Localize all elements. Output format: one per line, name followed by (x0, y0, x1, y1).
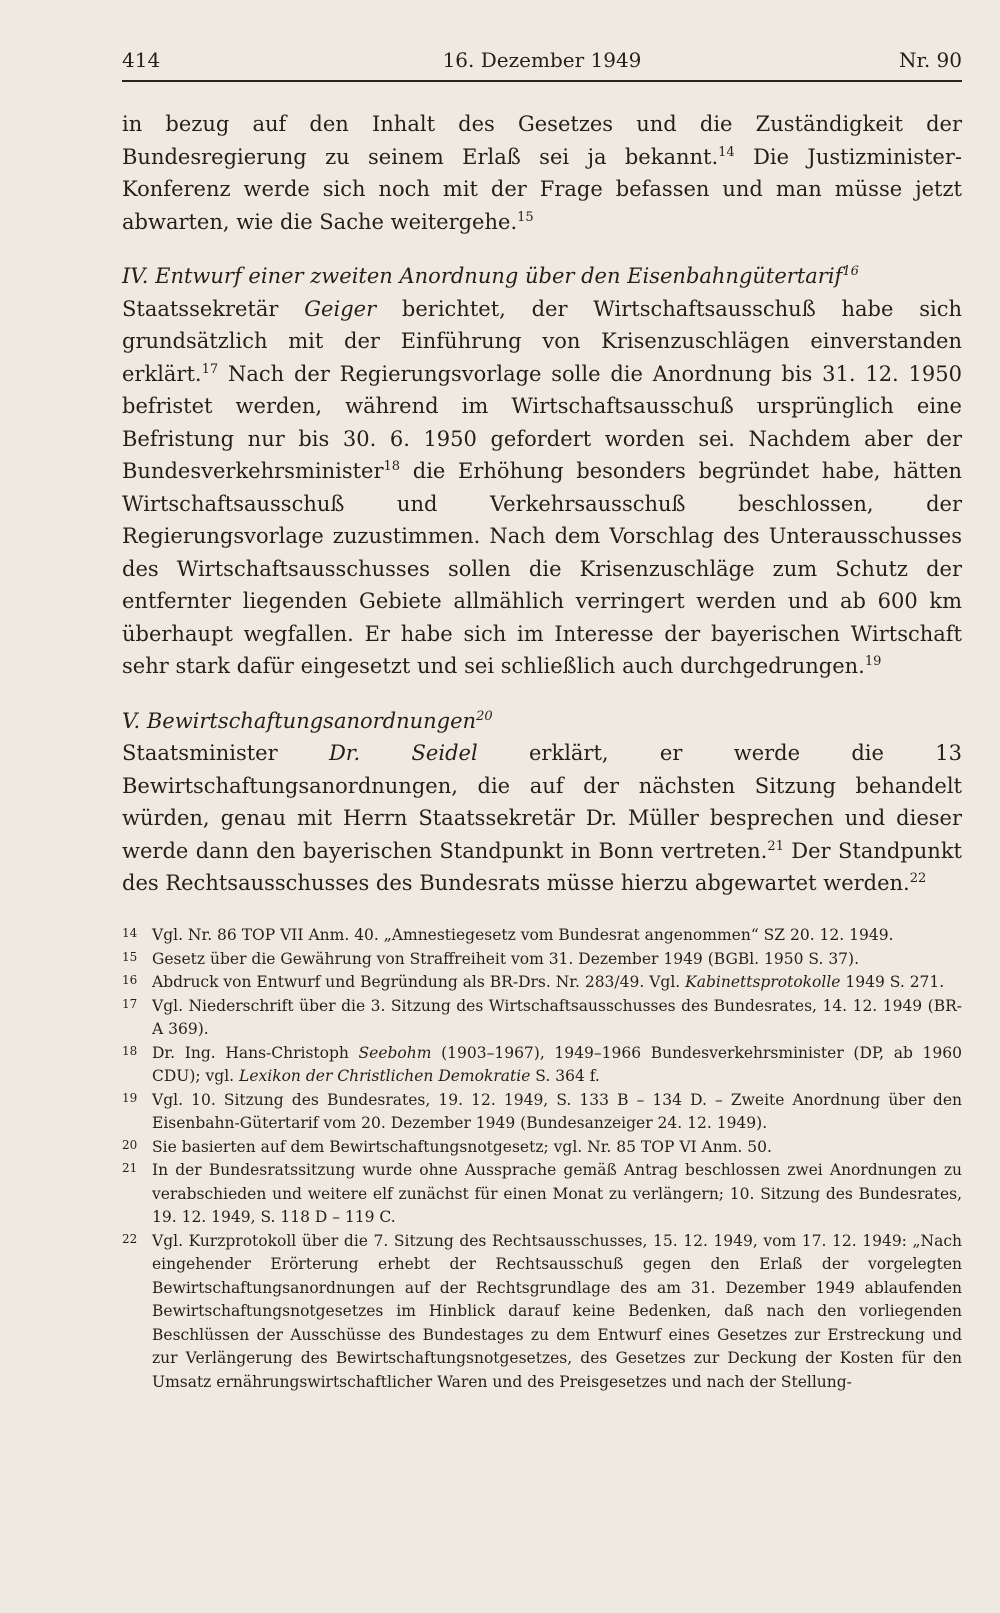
text: in bezug auf den Inhalt des Gesetzes und die Zuständigkeit der Bundesregierung zu seinem Erlaß sei ja bekannt. (122, 112, 962, 169)
text: Die Justizminister-Konferenz werde sich noch mit der Frage befassen und man müsse jetzt abwarten, wie die Sache weitergehe. (122, 144, 962, 234)
footnote-text: Gesetz über die Gewährung von Straffreiheit vom 31. Dezember 1949 (BGBl. 1950 S. 37). (152, 949, 860, 968)
page-number: 414 (122, 48, 161, 72)
text: (1903–1967), 1949–1966 Bundesverkehrsminister (DP, ab 1960 CDU); vgl. (152, 1043, 963, 1085)
text: Staatssekretär (122, 296, 305, 321)
footnote-ref: 14 (718, 144, 735, 160)
footnotes (122, 924, 962, 1394)
paragraph-intro (122, 108, 962, 238)
footnote-number: 15 (122, 949, 138, 964)
footnote-text: Vgl. Nr. 86 TOP VII Anm. 40. „Amnestiegesetz vom Bundesrat angenommen“ SZ 20. 12. 1949. (152, 926, 894, 944)
header-rule (122, 80, 962, 82)
book-title: Lexikon der Christlichen Demokratie (239, 1067, 531, 1085)
footnote-text: Vgl. Niederschrift über die 3. Sitzung des Wirtschaftsausschusses des Bundesrates, 14. 12. 1949 (BR-A 369). (152, 996, 962, 1038)
header-issue-number: Nr. 90 (898, 48, 962, 72)
section-title-iv (122, 260, 962, 293)
footnote-ref: 22 (909, 870, 927, 886)
person-name: Geiger (304, 296, 377, 321)
text: berichtet, der Wirtschaftsausschuß habe sich grundsätzlich mit der Einführung von Krisenzuschlägen einverstanden erklärt. (122, 296, 963, 386)
footnote-ref: 17 (201, 361, 219, 377)
footnote-19 (122, 1089, 962, 1136)
footnote-number: 16 (122, 973, 138, 987)
header-date: 16. Dezember 1949 (442, 48, 642, 72)
text: S. 364 f. (530, 1067, 600, 1085)
footnote-ref: 19 (864, 653, 882, 669)
section-title-text: IV. Entwurf einer zweiten Anordnung über den Eisenbahngütertarif (122, 264, 843, 288)
text: Der Standpunkt des Rechtsausschusses des Bundesrats müsse hierzu abgewartet werden. (122, 838, 962, 895)
footnote-number: 18 (122, 1043, 138, 1058)
person-name: Seebohm (358, 1043, 432, 1062)
section-title-v (122, 705, 962, 738)
footnote-16 (122, 971, 962, 995)
footnote-number: 19 (122, 1090, 138, 1105)
footnote-number: 14 (122, 926, 138, 940)
footnote-text: Vgl. 10. Sitzung des Bundesrates, 19. 12. 1949, S. 133 B – 134 D. – Zweite Anordnung über den Eisenbahn-Gütertarif vom 20. Dezember 1949 (Bundesanzeiger 24. 12. 1949). (152, 1090, 962, 1132)
footnote-17 (122, 995, 962, 1042)
section-title-text: V. Bewirtschaftungsanordnungen (122, 708, 477, 733)
footnote-14 (122, 924, 962, 948)
footnote-number: 22 (122, 1231, 138, 1246)
footnote-text (152, 971, 962, 995)
text: Dr. Ing. Hans-Christoph (152, 1043, 359, 1062)
text: 1949 S. 271. (840, 973, 945, 991)
page-header (122, 48, 962, 84)
person-name: Dr. Seidel (328, 741, 478, 765)
text: Abdruck von Entwurf und Begründung als BR-Drs. Nr. 283/49. Vgl. (152, 973, 686, 991)
footnote-ref: 15 (517, 209, 534, 225)
footnote-ref: 18 (383, 458, 401, 474)
paragraph-section-v (122, 737, 962, 900)
text: die Erhöhung besonders begründet habe, hätten Wirtschaftsausschuß und Verkehrsausschuß beschlossen, der Regierungsvorlage zuzustimmen. Nach dem Vorschlag des Unterausschusses des Wirtschaftsausschusses sollen die Krisenzuschläge zum Schutz der entfernter liegenden Gebiete allmählich verringert werden und ab 600 km überhaupt wegfallen. Er habe sich im Interesse der bayerischen Wirtschaft sehr stark dafür eingesetzt und sei schließlich auch durchgedrungen. (122, 459, 962, 678)
main-text (122, 108, 962, 900)
footnote-15 (122, 948, 962, 972)
footnote-text (152, 1042, 962, 1089)
footnote-ref: 16 (842, 263, 859, 279)
text: Staatsminister (122, 741, 329, 765)
footnote-ref: 20 (476, 708, 493, 724)
footnote-number: 17 (122, 996, 138, 1011)
paragraph-section-iv (122, 293, 962, 683)
footnote-number: 20 (122, 1137, 138, 1152)
text: erklärt, er werde die 13 Bewirtschaftungsanordnungen, die auf der nächsten Sitzung behandelt würden, genau mit Herrn Staatssekretär Dr. Müller besprechen und dieser werde dann den bayerischen Standpunkt in Bonn vertreten. (122, 741, 962, 863)
text: Nach der Regierungsvorlage solle die Anordnung bis 31. 12. 1950 befristet werden, während im Wirtschaftsausschuß ursprünglich eine Befristung nur bis 30. 6. 1950 gefordert worden sei. Nachdem aber der Bundesverkehrsminister (122, 361, 962, 483)
footnote-text: Sie basierten auf dem Bewirtschaftungsnotgesetz; vgl. Nr. 85 TOP VI Anm. 50. (152, 1137, 772, 1156)
footnote-21 (122, 1159, 962, 1230)
footnote-20 (122, 1136, 962, 1160)
footnote-number: 21 (122, 1161, 138, 1175)
footnote-ref: 21 (767, 838, 784, 854)
footnote-text: In der Bundesratssitzung wurde ohne Aussprache gemäß Antrag beschlossen zwei Anordnungen zu verabschieden und weitere elf zunächst für einen Monat zu verlängern; 10. Sitzung des Bundesrates, 19. 12. 1949, S. 118 D – 119 C. (152, 1161, 962, 1226)
footnote-text: Vgl. Kurzprotokoll über die 7. Sitzung des Rechtsausschusses, 15. 12. 1949, vom 17. 12. 1949: „Nach eingehender Erörterung erhebt der Rechtsausschuß gegen den Erlaß der vorgelegten Bewirtschaftungsanordnungen auf der Rechtsgrundlage des am 31. Dezember 1949 ablaufenden Bewirtschaftungsnotgesetzes im Hinblick darauf keine Bedenken, daß nach den vorliegenden Beschlüssen der Ausschüsse des Bundestages zu dem Entwurf eines Gesetzes zur Erstreckung und zur Verlängerung des Bewirtschaftungsnotgesetzes, des Gesetzes zur Deckung der Kosten für den Umsatz ernährungswirtschaftlicher Waren und des Preisgesetzes und nach der Stellung- (152, 1231, 962, 1391)
book-title: Kabinettsprotokolle (685, 973, 841, 991)
footnote-18 (122, 1042, 962, 1089)
footnote-22 (122, 1230, 962, 1395)
